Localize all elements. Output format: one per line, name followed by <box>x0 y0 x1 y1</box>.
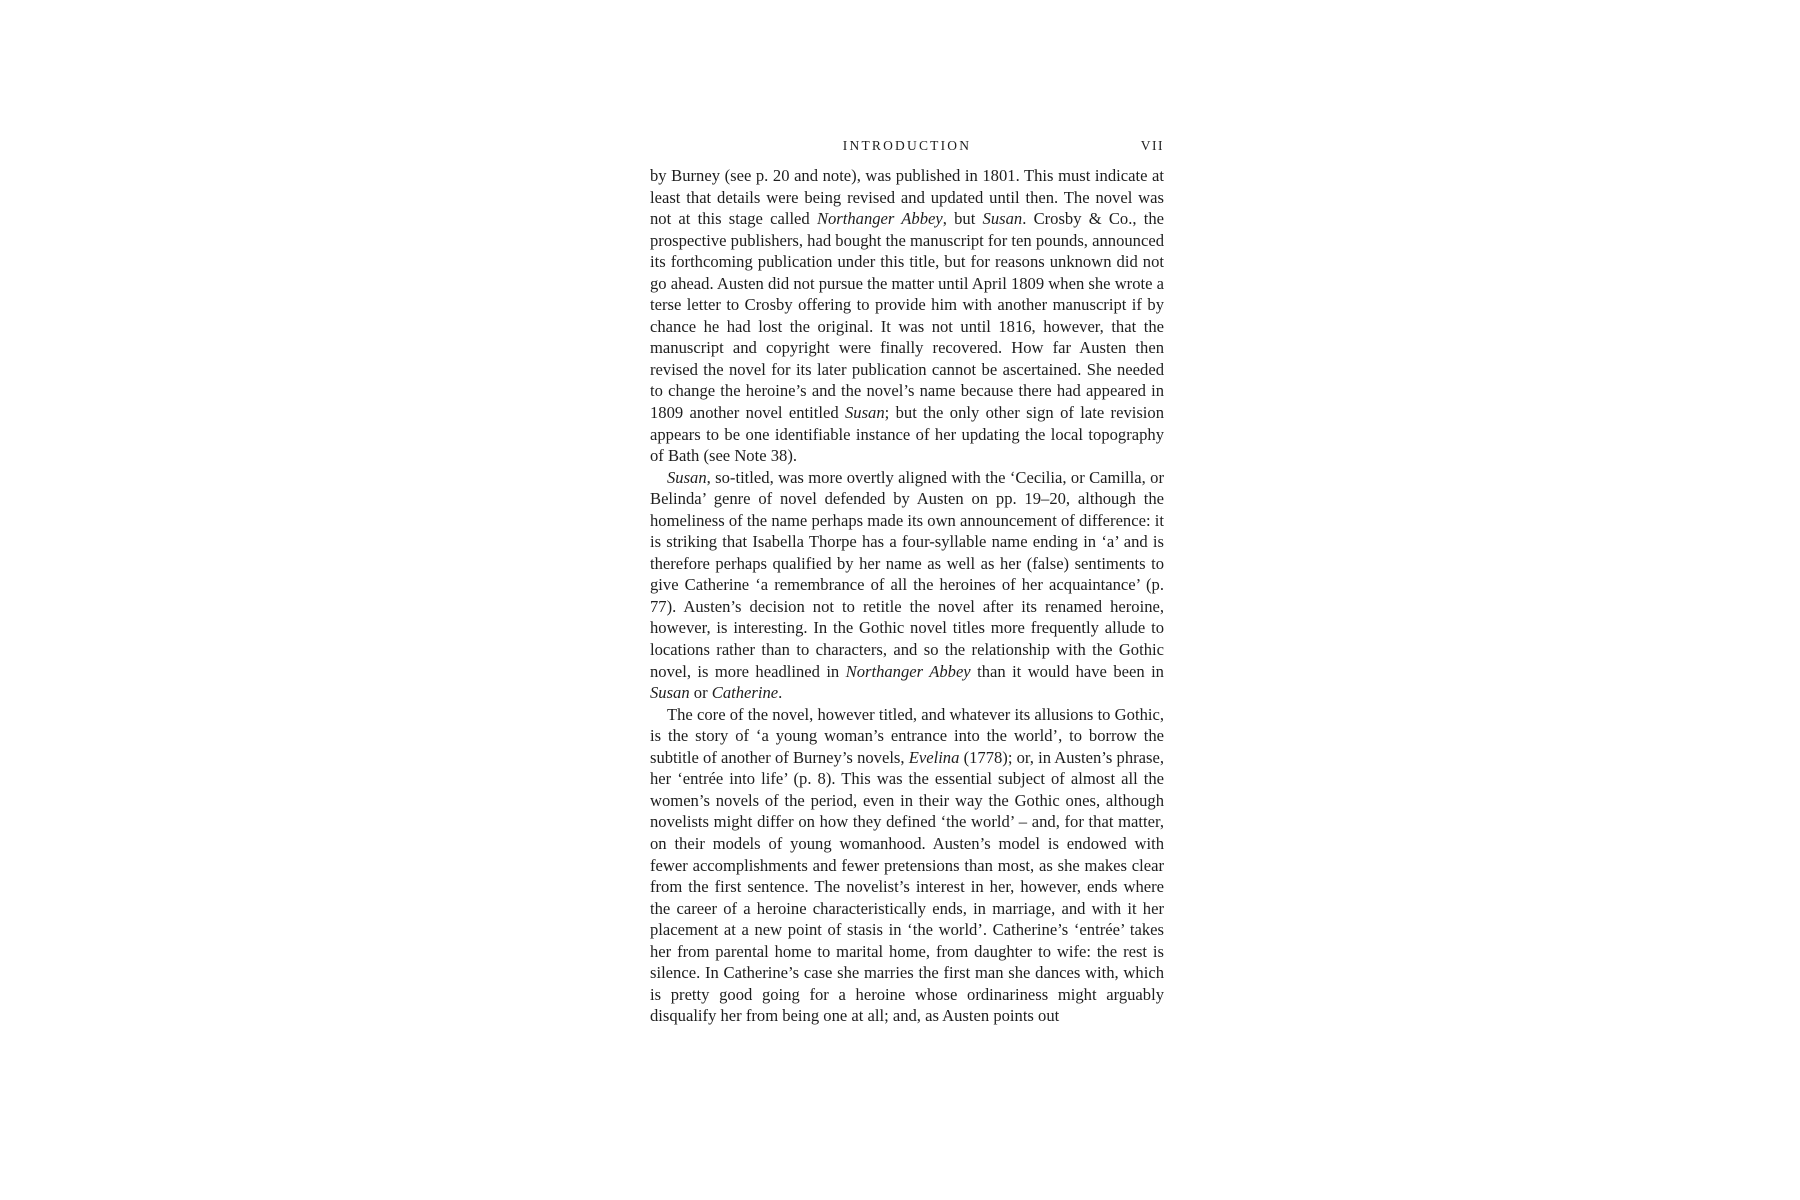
italic-text: Northanger Abbey <box>816 209 943 229</box>
italic-text: Susan <box>650 683 690 703</box>
italic-text: Susan <box>982 209 1023 229</box>
text-run: or <box>689 683 712 703</box>
italic-text: Catherine <box>711 683 779 703</box>
text-run: . Crosby & Co., the prospective publishers, had bought the manuscript for ten pounds, announced its forthcoming publication under this title, but for reasons unknown did not go ahead. Austen did not pursue the matter until April 1809 when she wrote a terse letter to Crosby offering to provide him with another manuscript if by chance he had lost the original. It was not until 1816, however, that the manuscript and copyright were finally recovered. How far Austen then revised the novel for its later publication cannot be ascertained. She needed to change the heroine’s and the novel’s name because there had appeared in 1809 another novel entitled <box>650 209 1164 423</box>
running-title: INTRODUCTION <box>842 138 972 153</box>
text-run: , so-titled, was more overtly aligned with the ‘Cecilia, or Camilla, or Belinda’ genre of novel defended by Austen on pp. 19–20, although the homeliness of the name perhaps made its own announcement of difference: it is striking that Isabella Thorpe has a four-syllable name ending in ‘a’ and is therefore perhaps qualified by her name as well as her (false) sentiments to give Catherine ‘a remembrance of all the heroines of her acquaintance’ (p. 77). Austen’s decision not to retitle the novel after its renamed heroine, however, is interesting. In the Gothic novel titles more frequently allude to locations rather than to characters, and so the relationship with the Gothic novel, is more headlined in <box>650 467 1164 681</box>
page-number: VII <box>1140 138 1164 153</box>
paragraph <box>650 467 1164 704</box>
paragraph <box>650 704 1164 1027</box>
italic-text: Susan <box>844 403 885 423</box>
text-run: by Burney (see p. 20 and note), was published in 1801. This must indicate at least that details were being revised and updated until then. The novel was not at this stage called <box>650 166 1164 229</box>
text-run: The core of the novel, however titled, and whatever its allusions to Gothic, is the story of ‘a young woman’s entrance into the world’, to borrow the subtitle of another of Burney’s novels, <box>650 704 1164 767</box>
running-head <box>650 138 1164 160</box>
text-run: . <box>778 683 783 703</box>
body-text <box>650 165 1164 1027</box>
text-run: , but <box>942 209 983 229</box>
book-page <box>650 138 1164 1027</box>
italic-text: Susan <box>667 467 707 487</box>
text-run: ; but the only other sign of late revision appears to be one identifiable instance of her updating the local topography of Bath (see Note 38). <box>650 403 1165 466</box>
italic-text: Evelina <box>908 747 960 767</box>
text-run: (1778); or, in Austen’s phrase, her ‘entrée into life’ (p. 8). This was the essential subject of almost all the women’s novels of the period, even in their way the Gothic ones, although novelists might differ on how they defined ‘the world’ – and, for that matter, on their models of young womanhood. Austen’s model is endowed with fewer accomplishments and fewer pretensions than most, as she makes clear from the first sentence. The novelist’s interest in her, however, ends where the career of a heroine characteristically ends, in marriage, and with it her placement at a new point of stasis in ‘the world’. Catherine’s ‘entrée’ takes her from parental home to marital home, from daughter to wife: the rest is silence. In Catherine’s case she marries the first man she dances with, which is pretty good going for a heroine whose ordinariness might arguably disqualify her from being one at all; and, as Austen points out <box>650 747 1164 1026</box>
text-run: than it would have been in <box>970 661 1164 681</box>
italic-text: Northanger Abbey <box>845 661 971 681</box>
paragraph <box>650 165 1164 467</box>
